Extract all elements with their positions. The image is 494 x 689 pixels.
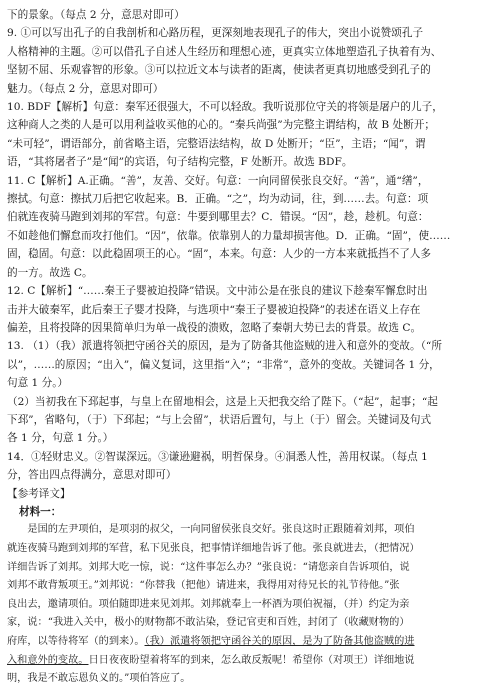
answer-14-line: 14．①轻财忠义。②智谋深远。③谦逊避祸，明哲保身。④洞悉人性，善用权谋。（每点 1 [7,450,428,463]
translation-line: 详细告诉了刘邦。刘邦大吃一惊，说：“这件事怎么办？”张良说：“请您亲自告诉项伯，说 [7,561,410,573]
answer-10-line: 10. BDF【解析】句意：秦军还很强大，不可以轻敌。我听说那位守关的将领是屠户的儿子， [7,101,443,114]
answer-13-line: 13. （1）（我）派遣将领把守函谷关的原因，是为了防备其他盗贼的进入和意外的变故。（“所 [7,340,442,353]
translation-line: 刘邦不敢背叛项王。”刘邦说：“你替我（把他）请进来，我得用对待兄长的礼节待他。”张 [7,580,400,592]
underlined-key-sentence: （我）派遣将领把守函谷关的原因，是为了防备其他盗贼的进 [144,635,415,647]
translation-line: 良出去，邀请项伯。项伯随即进来见刘邦。刘邦就奉上一杯酒为项伯祝福，（并）约定为亲 [7,598,410,610]
material-one-title: 材料一： [19,505,62,518]
translation-line: 明，我是不敢忘恩负义的。”项伯答应了。 [7,673,191,685]
answer-11-line: 的一方。故选 C。 [7,266,93,279]
answer-11-line: 擦拭。句意：擦拭刀后把它收起来。B．正确。“之”，均为动词，往，到……去。句意：项 [7,193,429,206]
translation-line: 就连夜骑马跑到刘邦的军营，私下见张良，把事情详细地告诉了他。张良就进去，（把情况） [7,542,420,554]
answer-11-line: 伯就连夜骑马跑到刘邦的军营。句意：牛要到哪里去？C．错误。“因”，趁，趁机。句意： [7,211,429,224]
translation-text: 府库，以等待将军（的到来）。 [7,635,145,647]
answer-9-line: 坚韧不屈、乐观睿智的形象。③可以拉近文本与读者的距离，使读者更真切地感受到孔子的 [7,64,431,77]
translation-line [7,633,486,652]
underlined-key-sentence: 入和意外的变故。 [7,654,89,666]
answer-13-line: 以”，……的原因；“出入”，偏义复词，这里指“入”；“非常”，意外的变故。关键词各 1 分， [7,358,440,371]
answer-10-line: 这种商人之类的人是可以用利益收买他的心的。“秦兵尚强”为完整主谓结构，故 B 处断开； [7,119,435,132]
answer-9-line: 魅力。（每点 2 分，意思对即可） [7,82,164,95]
translation-text: 日日夜夜盼望着将军的到来，怎么敢反叛呢！希望你（对项王）详细地说 [88,654,415,666]
answer-13-line: 各 1 分，句意 1 分。） [7,432,114,445]
translation-line [7,652,486,671]
answer-12-line: 12. C【解析】“……秦王子婴被迫投降”错误。文中沛公是在张良的建议下趁秦军懈怠时出 [7,285,428,298]
answer-11-line: 固，稳固。句意：以此稳固项王的心。“固”，本来。句意：人少的一方本来就抵挡不了人多 [7,248,431,261]
answer-12-line: 偏差，且将投降的因果简单归为单一战役的溃败，忽略了秦朝大势已去的背景。故选 C。 [7,321,422,334]
answer-line: 下的景象。（每点 2 分，意思对即可） [7,9,185,21]
answer-13-line: 句意 1 分。） [7,377,69,390]
answer-13-line: （2）当初我在下邳起事，与皇上在留地相会，这是上天把我交给了陛下。（“起”，起事；“起 [7,395,438,408]
answer-10-line: “未可轻”，谓语部分，前省略主语，完整语法结构，故 D 处断开；“臣”，主语；“闻”，谓 [7,137,426,150]
answer-9-line: 9. ①可以写出孔子的自我剖析和心路历程，更深刻地表现孔子的伟大，突出小说赞颂孔子 [7,27,424,40]
translation-line: 是国的左尹项伯，是项羽的叔父，一向同留侯张良交好。张良这时正跟随着刘邦，项伯 [27,524,415,536]
answer-12-line: 击并大破秦军，此后秦王子婴才投降，与选项中“秦王子婴被迫投降”的表述在语义上存在 [7,303,421,316]
answer-10-line: 语，“其将屠者子”是“闻”的宾语，句子结构完整，F 处断开。故选 BDF。 [7,156,353,169]
answer-13-line: 下邳”，省略句，（于）下邳起；“与上会留”，状语后置句，与上（于）留会。关键词及句式 [7,413,432,426]
translation-line: 家，说：“我进入关中，极小的财物都不敢沾染，登记官吏和百姓，封闭了（收藏财物的） [7,617,410,629]
answer-9-line: 人格精神的主题。②可以借孔子自述人生经历和理想心迹，更真实立体地塑造孔子执着有为、 [7,45,442,58]
answer-14-line: 分，答出四点得满分，意思对即可） [7,469,177,482]
answer-11-line: 11. C【解析】A.正确。“善”，友善、交好。句意：一向同留侯张良交好。“善”，通“缮”， [7,174,429,187]
answer-11-line: 不如趁他们懈怠而攻打他们。“因”，依靠。依靠别人的力量却损害他。D．正确。“固”，使…… [7,229,451,242]
reference-translation-heading: 【参考译文】 [7,487,71,500]
